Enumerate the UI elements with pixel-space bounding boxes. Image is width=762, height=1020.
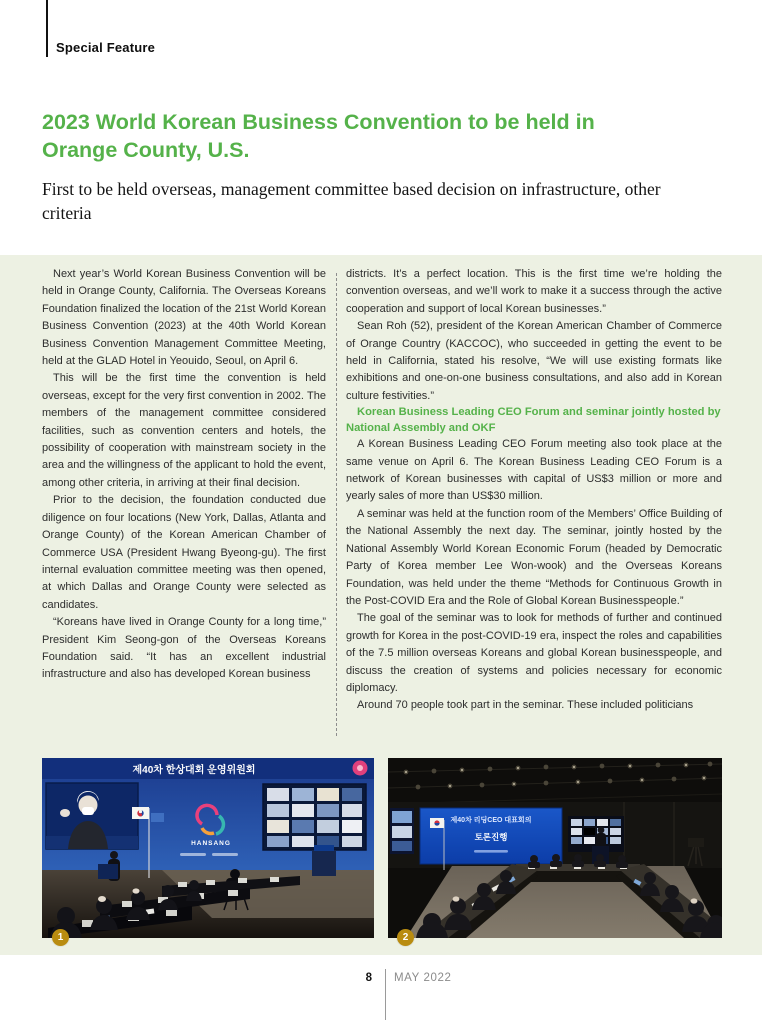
presentation-screen bbox=[420, 808, 562, 864]
eyebrow-rule bbox=[46, 0, 48, 57]
face-highlight bbox=[453, 896, 460, 901]
photo-ceo-forum bbox=[388, 758, 722, 938]
side-screens bbox=[390, 808, 414, 854]
paragraph: The goal of the seminar was to look for methods of further and continued growth for Korea in the post-COVID-19 era, inspect the roles and capabilities of the 7.5 million overseas Koreans and global Korean businesspeople, and discuss the creation of systems and policies necessary for economic diplomacy. bbox=[346, 612, 722, 694]
face-highlight bbox=[98, 896, 106, 902]
paragraph: Prior to the decision, the foundation conducted due diligence on four locations (New York, Dallas, Atlanta and Orange County) of the Korean American Chamber of Commerce USA (President Hwang Byeong-gu). The first internal evaluation committee meeting was then opened, at which Dallas and Orange County were selected as candidates. bbox=[42, 494, 326, 611]
podium bbox=[312, 845, 336, 876]
photo-1-illustration bbox=[42, 758, 374, 938]
paragraph: Next year’s World Korean Business Convention will be held in Orange County, California. The Overseas Koreans Foundation finalized the location of the 21st World Korean Business Convention (2023) at the 40th World Korean Business Convention Management Committee Meeting, held at the GLAD Hotel in Yeouido, Seoul, on April 6. bbox=[42, 268, 326, 368]
speaker-screen bbox=[46, 783, 138, 849]
screen-center-korean: 토론진행 bbox=[474, 832, 508, 842]
photo-number-badge-2: 2 bbox=[397, 929, 414, 946]
screen-title-korean: 제40차 리딩CEO 대표회의 bbox=[450, 817, 532, 824]
hansang-logo-text: HANSANG bbox=[191, 840, 231, 847]
paragraph: A Korean Business Leading CEO Forum meeting also took place at the same venue on April 6. The Korean Business Leading CEO Forum is a network of Korean businesses with capital of US$3 million or more and yearly sales of more than US$30 million. bbox=[346, 438, 722, 503]
face-highlight bbox=[133, 888, 140, 893]
article-subtitle: First to be held overseas, management committee based decision on infrastructure, other criteria bbox=[42, 179, 661, 223]
paragraph: A seminar was held at the function room of the Members’ Office Building of the National Assembly the next day. The seminar, jointly hosted by the National Assembly World Korean Economic Forum (headed by Democratic Party of Korea member Lee Won-wook) and the Overseas Koreans Foundation, was held under the theme “Methods for Continuous Growth in the Post-COVID Era and the Role of Global Korean Businesspeople.” bbox=[346, 507, 722, 607]
column-divider-dashed bbox=[336, 273, 337, 736]
article-title-line1: 2023 World Korean Business Convention to be held in bbox=[42, 110, 595, 134]
issue-date: MAY 2022 bbox=[394, 972, 452, 984]
article-title-line2: Orange County, U.S. bbox=[42, 138, 250, 162]
photo-committee-meeting bbox=[42, 758, 374, 938]
footer-divider bbox=[385, 969, 386, 1020]
article-column-right bbox=[346, 266, 722, 715]
paragraph: This will be the first time the convention is held overseas, except for the very first convention in 2002. The members of the management committee considered facilities, such as convention centers and hotels, the possibility of cooperation with mainstream society in the area and the willingness of the applicant to hold the event, among other criteria, in arriving at their final decision. bbox=[42, 372, 326, 489]
photo-2-illustration bbox=[388, 758, 722, 938]
article-column-left bbox=[42, 266, 326, 684]
page-number: 8 bbox=[365, 972, 372, 984]
article-subheading: Korean Business Leading CEO Forum and seminar jointly hosted by National Assembly and OKF bbox=[346, 406, 721, 434]
paragraph: Sean Roh (52), president of the Korean American Chamber of Commerce of Orange Country (KACCOC), who succeeded in getting the event to be held in California, stated his resolve, “We will use existing formats like exhibitions and one-on-one business consultations, and also add in Korean culture festivities.” bbox=[346, 320, 722, 402]
banner bbox=[42, 758, 374, 779]
paragraph: “Koreans have lived in Orange County for a long time,” President Kim Seong-gon of the Overseas Koreans Foundation said. “It has an excellent industrial infrastructure and also has developed Korean business bbox=[42, 616, 326, 681]
banner-korean-text: 제40차 한상대회 운영위원회 bbox=[132, 765, 256, 776]
face-highlight bbox=[691, 898, 698, 903]
video-wall bbox=[263, 784, 366, 850]
article-title bbox=[42, 108, 722, 164]
photo-number-badge-1: 1 bbox=[52, 929, 69, 946]
paragraph: districts. It’s a perfect location. This is the first time we’re holding the convention overseas, and we’ll work to make it a success through the active cooperation and support of local Korean businesses.” bbox=[346, 268, 722, 315]
paragraph: Around 70 people took part in the seminar. These included politicians bbox=[357, 699, 694, 712]
section-eyebrow: Special Feature bbox=[56, 40, 156, 55]
